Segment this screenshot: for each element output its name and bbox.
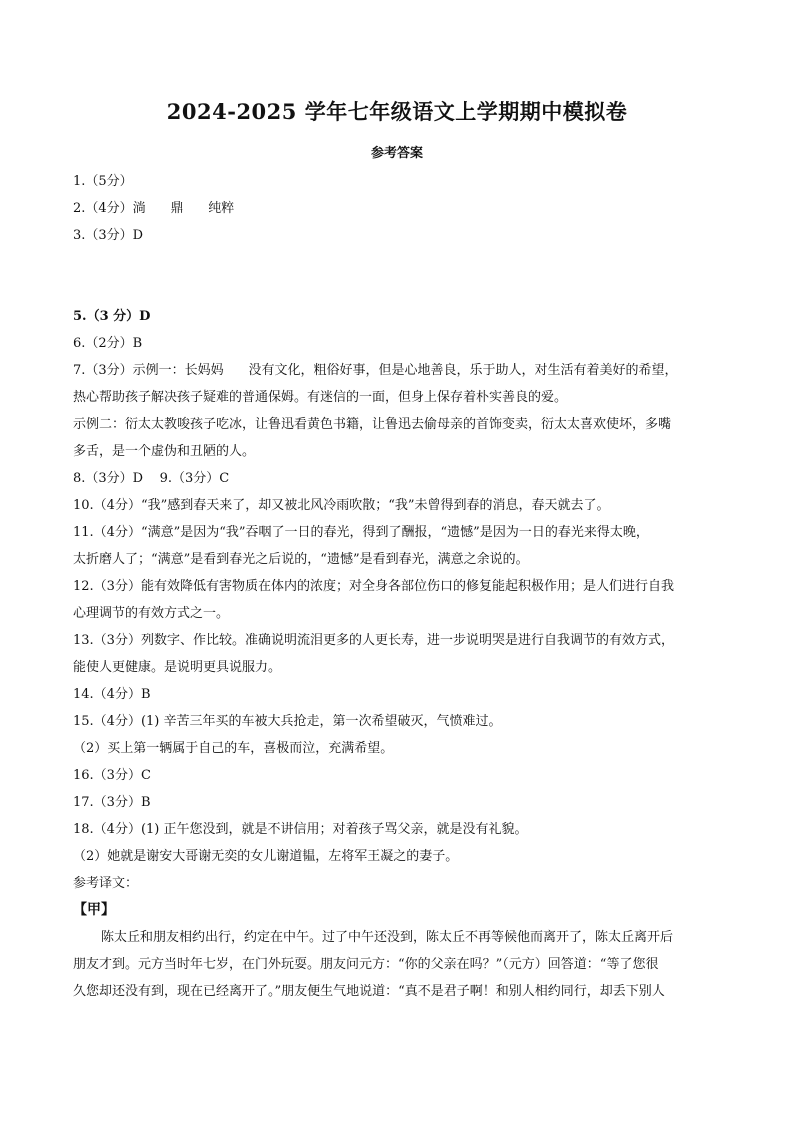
answer-key-heading: 参考答案 [370,146,423,161]
answer-12-line-2: 心理调节的有效方式之一。 [73,606,230,621]
answer-14: 14.（4分）B [73,687,151,702]
answer-7-line-4: 多舌，是一个虚伪和丑陋的人。 [73,444,256,459]
answer-18-line-2: （2）她就是谢安大哥谢无奕的女儿谢道韫，左将军王凝之的妻子。 [73,849,459,864]
answer-15-line-2: （2）买上第一辆属于自己的车，喜极而泣，充满希望。 [73,741,394,756]
answer-4-line-2 [73,276,723,303]
answer-13-line-2: 能使人更健康。是说明更具说服力。 [73,660,282,675]
answer-5: 5.（3 分）D [73,309,151,324]
answer-11-line-1: 11.（4分）“满意”是因为“我”吞咽了一日的春光，得到了酬报，“遗憾”是因为一日的春光来得太晚， [73,525,649,540]
answer-2: 2.（4分）淌 鼎 纯粹 [73,201,235,216]
answer-16: 16.（3分）C [73,768,151,783]
answer-8-9: 8.（3分）D 9.（3分）C [73,471,230,486]
section-jia-heading: 【甲】 [73,902,115,918]
answer-10: 10.（4分）“我”感到春天来了，却又被北风冷雨吹散；“我”未曾得到春的消息，春天就去了。 [73,498,610,513]
answer-15-line-1: 15.（4分）(1) 辛苦三年买的车被大兵抢走，第一次希望破灭，气愤难过。 [73,714,502,729]
answer-7-line-2: 热心帮助孩子解决孩子疑难的普通保姆。有迷信的一面，但身上保存着朴实善良的爱。 [73,390,568,405]
answer-13-line-1: 13.（3分）列数字、作比较。准确说明流泪更多的人更长寿，进一步说明哭是进行自我调节的有效方式， [73,633,674,648]
answer-18-line-1: 18.（4分）(1) 正午您没到，就是不讲信用；对着孩子骂父亲，就是没有礼貌。 [73,822,528,837]
answer-11-line-2: 太折磨人了；“满意”是看到春光之后说的，“遗憾”是看到春光，满意之余说的。 [73,552,529,567]
answer-7-line-3: 示例二：衍太太教唆孩子吃冰，让鲁迅看黄色书籍，让鲁迅去偷母亲的首饰变卖，衍太太喜欢使坏，多嘴 [73,417,672,432]
reference-translation-label: 参考译文： [73,876,139,891]
document-title: 2024-2025 学年七年级语文上学期期中模拟卷 [166,99,628,124]
answer-1: 1.（5分） [73,174,133,189]
answer-6: 6.（2分）B [73,336,143,351]
translation-line-2: 朋友才到。元方当时年七岁，在门外玩耍。朋友问元方：“你的父亲在吗？”（元方）回答道：“等了您很 [73,957,659,972]
answer-4-line-1 [73,249,723,276]
answer-list [73,168,723,1005]
answer-7-line-1: 7.（3分）示例一：长妈妈 没有文化，粗俗好事，但是心地善良，乐于助人，对生活有着美好的希望， [73,363,678,378]
answer-17: 17.（3分）B [73,795,151,810]
answer-12-line-1: 12.（3分）能有效降低有害物质在体内的浓度；对全身各部位伤口的修复能起积极作用；是人们进行自我 [73,579,674,594]
translation-line-3: 久您却还没有到，现在已经离开了。”朋友便生气地说道：“真不是君子啊！和别人相约同行，却丢下别人 [73,984,665,999]
translation-line-1: 陈太丘和朋友相约出行，约定在中午。过了中午还没到，陈太丘不再等候他而离开了，陈太丘离开后 [101,930,674,945]
answer-3: 3.（3分）D [73,228,144,243]
